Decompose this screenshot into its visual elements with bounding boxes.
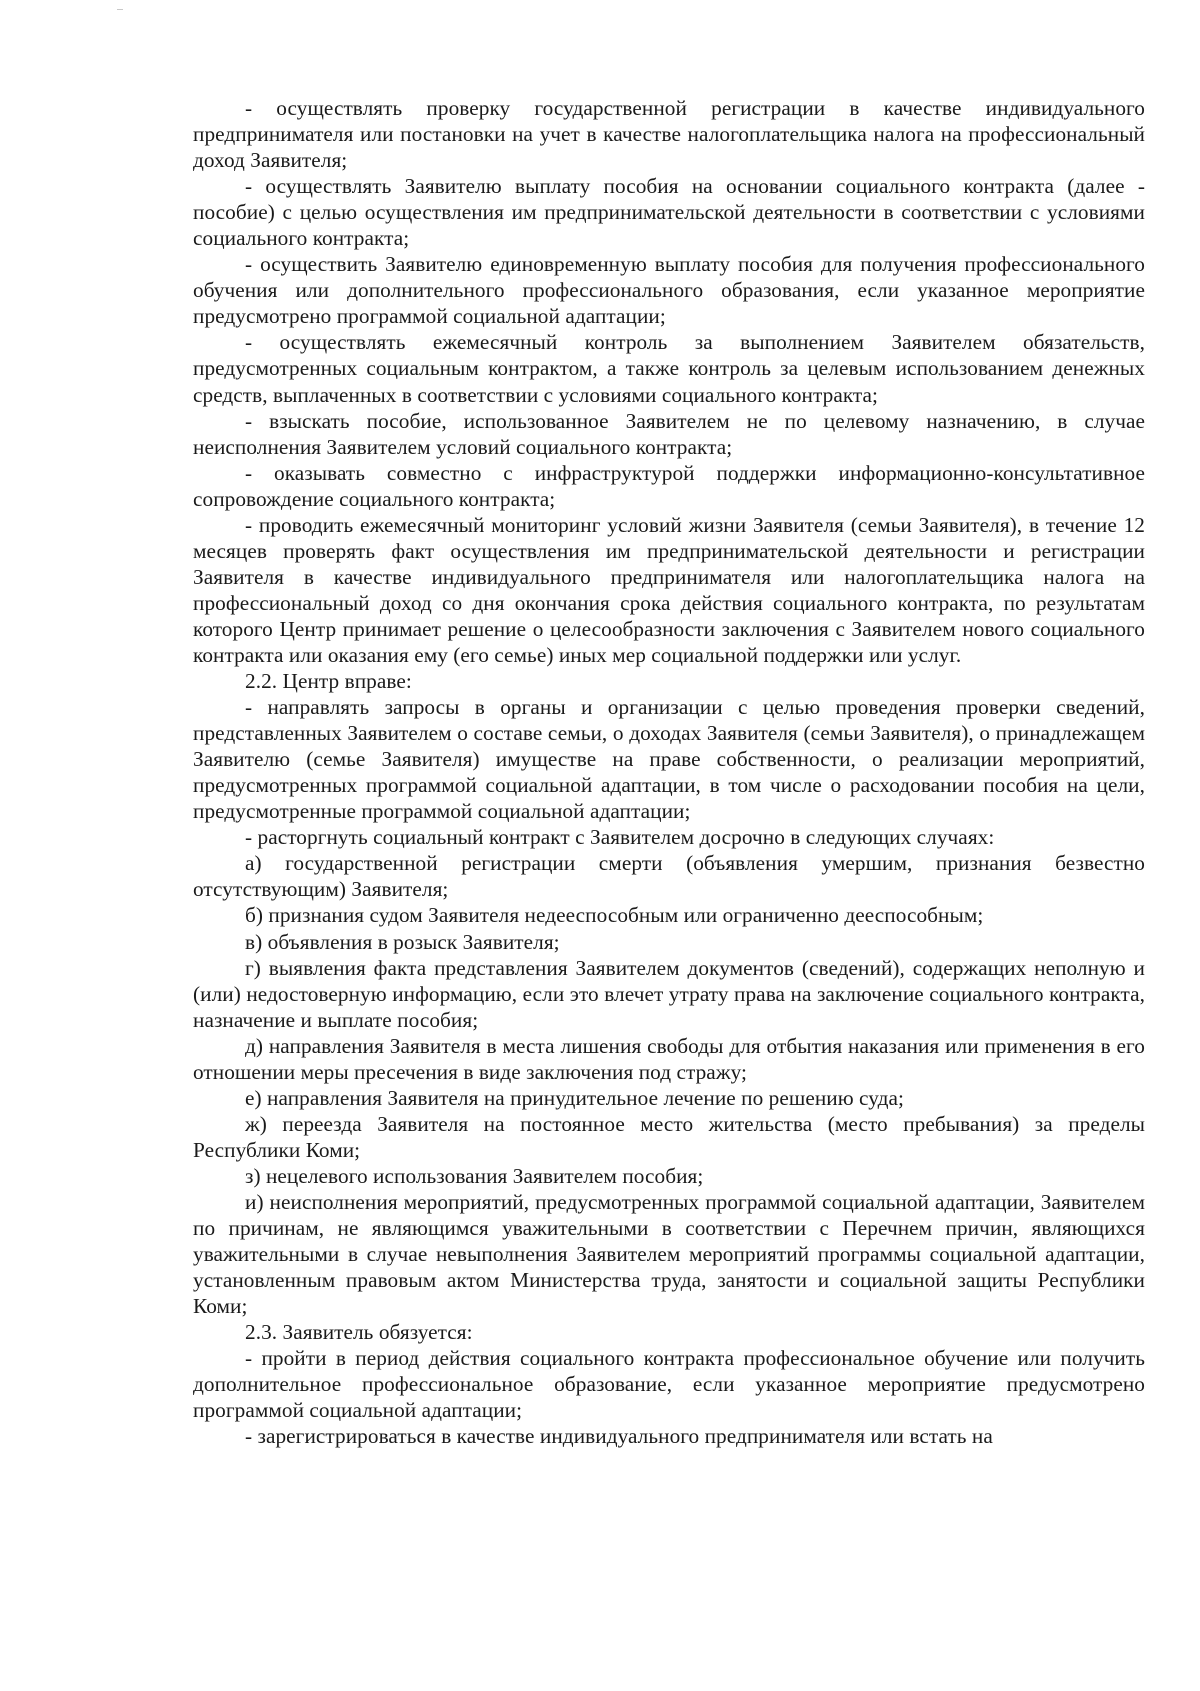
paragraph-5: - взыскать пособие, использованное Заявителем не по целевому назначению, в случае неисполнения Заявителем условий социального контракта; [193,408,1145,459]
section-heading-2-3: 2.3. Заявитель обязуется: [245,1320,473,1345]
list-item-i: и) неисполнения мероприятий, предусмотренных программой социальной адаптации, Заявителем по причинам, не являющимся уважительными в соответствии с Перечнем причин, являющихся уважительными в случае невыполнения Заявителем мероприятий программы социальной адаптации, установленным правовым актом Министерства труда, занятости и социальной защиты Республики Коми; [193,1189,1145,1319]
paragraph-3: - осуществить Заявителю единовременную выплату пособия для получения профессионального обучения или дополнительного профессионального образования, если указанное мероприятие предусмотрено программой социальной адаптации; [193,252,1145,329]
list-item-a: а) государственной регистрации смерти (объявления умершим, признания безвестно отсутствующим) Заявителя; [193,851,1145,902]
paragraph-6: - оказывать совместно с инфраструктурой поддержки информационно-консультативное сопровождение социального контракта; [193,460,1145,511]
scan-artifact [117,9,123,10]
list-item-e: е) направления Заявителя на принудительное лечение по решению суда; [245,1085,904,1110]
paragraph-2: - осуществлять Заявителю выплату пособия на основании социального контракта (далее - пособие) с целью осуществления им предпринимательской деятельности в соответствии с условиями социального контракта; [193,174,1145,251]
list-item-g: г) выявления факта представления Заявителем документов (сведений), содержащих неполную и (или) недостоверную информацию, если это влечет утрату права на заключение социального контракта, назначение и выплате пособия; [193,955,1145,1032]
list-item-zh: ж) переезда Заявителя на постоянное место жительства (место пребывания) за пределы Республики Коми; [193,1111,1145,1162]
paragraph-4: - осуществлять ежемесячный контроль за выполнением Заявителем обязательств, предусмотренных социальным контрактом, а также контроль за целевым использованием денежных средств, выплаченных в соответствии с условиями социального контракта; [193,330,1145,407]
list-item-z: з) нецелевого использования Заявителем пособия; [245,1163,704,1188]
paragraph-1: - осуществлять проверку государственной регистрации в качестве индивидуального предпринимателя или постановки на учет в качестве налогоплательщика налога на профессиональный доход Заявителя; [193,96,1145,173]
paragraph-21: - пройти в период действия социального контракта профессиональное обучение или получить дополнительное профессиональное образование, если указанное мероприятие предусмотрено программой социальной адаптации; [193,1346,1145,1423]
list-item-v: в) объявления в розыск Заявителя; [245,929,560,954]
list-item-d: д) направления Заявителя в места лишения свободы для отбытия наказания или применения в его отношении меры пресечения в виде заключения под стражу; [193,1033,1145,1084]
document-body [193,95,1145,1449]
section-heading-2-2: 2.2. Центр вправе: [245,669,412,694]
list-item-b: б) признания судом Заявителя недееспособным или ограниченно дееспособным; [245,903,984,928]
paragraph-22: - зарегистрироваться в качестве индивидуального предпринимателя или встать на [245,1424,993,1449]
paragraph-7: - проводить ежемесячный мониторинг условий жизни Заявителя (семьи Заявителя), в течение 12 месяцев проверять факт осуществления им предпринимательской деятельности и регистрации Заявителя в качестве индивидуального предпринимателя или налогоплательщика налога на профессиональный доход со дня окончания срока действия социального контракта, по результатам которого Центр принимает решение о целесообразности заключения с Заявителем нового социального контракта или оказания ему (его семье) иных мер социальной поддержки или услуг. [193,512,1145,667]
paragraph-10: - расторгнуть социальный контракт с Заявителем досрочно в следующих случаях: [245,825,995,850]
paragraph-9: - направлять запросы в органы и организации с целью проведения проверки сведений, представленных Заявителем о составе семьи, о доходах Заявителя (семьи Заявителя), о принадлежащем Заявителю (семье Заявителя) имуществе на праве собственности, о реализации мероприятий, предусмотренных программой социальной адаптации, в том числе о расходовании пособия на цели, предусмотренные программой социальной адаптации; [193,695,1145,824]
